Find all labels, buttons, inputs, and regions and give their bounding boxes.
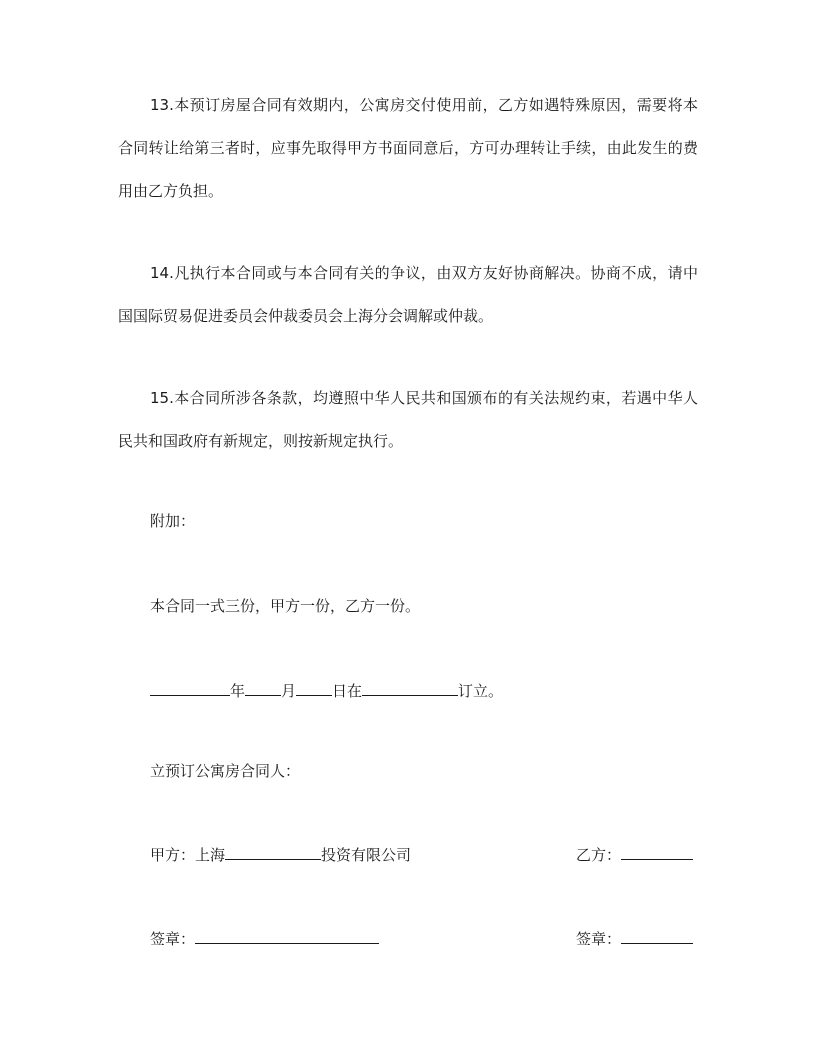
date-line — [150, 679, 503, 701]
clause-15-text: 15.本合同所涉各条款，均遵照中华人民共和国颁布的有关法规约束，若遇中华人民共和国政府有新规定，则按新规定执行。 — [118, 389, 698, 450]
seal-a-blank — [195, 927, 379, 944]
clause-13 — [118, 84, 698, 213]
party-a-line — [150, 843, 411, 865]
clause-15 — [118, 377, 698, 463]
clause-13-text: 13.本预订房屋合同有效期内，公寓房交付使用前，乙方如遇特殊原因，需要将本合同转让给第三者时，应事先取得甲方书面同意后，方可办理转让手续，由此发生的费用由乙方负担。 — [118, 96, 698, 200]
year-blank — [150, 679, 230, 696]
appendix-label: 附加： — [150, 512, 196, 530]
day-blank — [296, 679, 332, 696]
seal-b-line — [576, 927, 693, 949]
signatories-label: 立预订公寓房合同人： — [150, 762, 301, 780]
party-b-blank — [621, 843, 693, 860]
seal-a-label: 签章： — [150, 930, 196, 948]
seal-b-blank — [621, 927, 693, 944]
party-a-suffix: 投资有限公司 — [321, 846, 412, 864]
clause-14-text: 14.凡执行本合同或与本合同有关的争议，由双方友好协商解决。协商不成，请中国国际贸易促进委员会仲裁委员会上海分会调解或仲裁。 — [118, 264, 698, 325]
seal-a-line — [150, 927, 379, 949]
party-b-line — [576, 843, 693, 865]
place-blank — [362, 679, 458, 696]
party-b-label: 乙方： — [576, 846, 622, 864]
copies-text: 本合同一式三份，甲方一份，乙方一份。 — [150, 597, 421, 615]
clause-14 — [118, 252, 698, 338]
signed-label: 订立。 — [458, 682, 504, 700]
day-label: 日在 — [332, 682, 363, 700]
month-blank — [245, 679, 281, 696]
party-a-prefix: 甲方：上海 — [150, 846, 226, 864]
seal-b-label: 签章： — [576, 930, 622, 948]
year-label: 年 — [230, 682, 246, 700]
party-a-name-blank — [225, 843, 321, 860]
month-label: 月 — [281, 682, 297, 700]
